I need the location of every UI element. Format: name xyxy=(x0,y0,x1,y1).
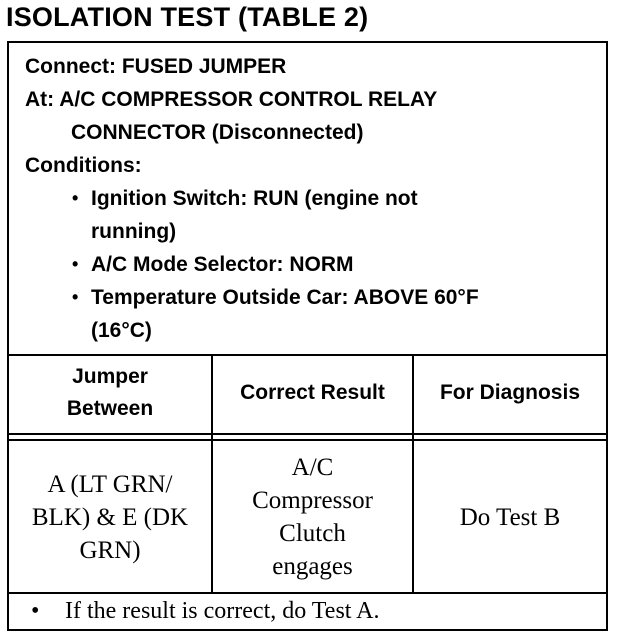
header-double-rule-bottom xyxy=(9,439,606,441)
cell-result-line: A/C xyxy=(291,454,334,481)
bullet-icon: • xyxy=(72,254,79,274)
connect-line: Connect: FUSED JUMPER xyxy=(25,55,287,78)
footnote xyxy=(9,594,606,629)
header-double-rule-top xyxy=(9,433,606,435)
cell-jumper-line: GRN) xyxy=(79,536,141,564)
bullet-icon: • xyxy=(72,287,79,307)
cell-jumper-line: A (LT GRN/ xyxy=(47,470,173,498)
condition-temperature: Temperature Outside Car: ABOVE 60°F xyxy=(91,286,479,309)
conditions-label: Conditions: xyxy=(25,154,142,177)
condition-ignition-continued: running) xyxy=(91,220,177,243)
cell-result-line: engages xyxy=(272,553,353,580)
at-line-continued: CONNECTOR (Disconnected) xyxy=(71,121,364,144)
cell-jumper-between xyxy=(9,442,211,592)
header-jumper-line2: Between xyxy=(66,397,154,420)
header-correct-result: Correct Result xyxy=(240,381,385,404)
condition-ignition: Ignition Switch: RUN (engine not xyxy=(91,187,418,210)
footnote-text: If the result is correct, do Test A. xyxy=(65,598,380,624)
page-title: ISOLATION TEST (TABLE 2) xyxy=(6,2,369,32)
header-for-diagnosis: For Diagnosis xyxy=(439,381,581,404)
test-specification xyxy=(9,43,606,356)
cell-jumper-line: BLK) & E (DK xyxy=(31,503,189,531)
cell-result-line: Clutch xyxy=(279,520,346,547)
header-jumper-between xyxy=(9,356,211,430)
isolation-test-table xyxy=(7,41,608,631)
condition-ac-mode: A/C Mode Selector: NORM xyxy=(91,253,354,276)
bullet-icon: • xyxy=(72,188,79,208)
cell-for-diagnosis: Do Test B xyxy=(459,503,561,531)
condition-temperature-continued: (16°C) xyxy=(91,319,152,342)
header-jumper-line1: Jumper xyxy=(72,365,148,388)
cell-result-line: Compressor xyxy=(252,487,373,514)
cell-correct-result xyxy=(213,442,412,592)
at-line: At: A/C COMPRESSOR CONTROL RELAY xyxy=(25,88,438,111)
bullet-icon: • xyxy=(31,598,40,624)
